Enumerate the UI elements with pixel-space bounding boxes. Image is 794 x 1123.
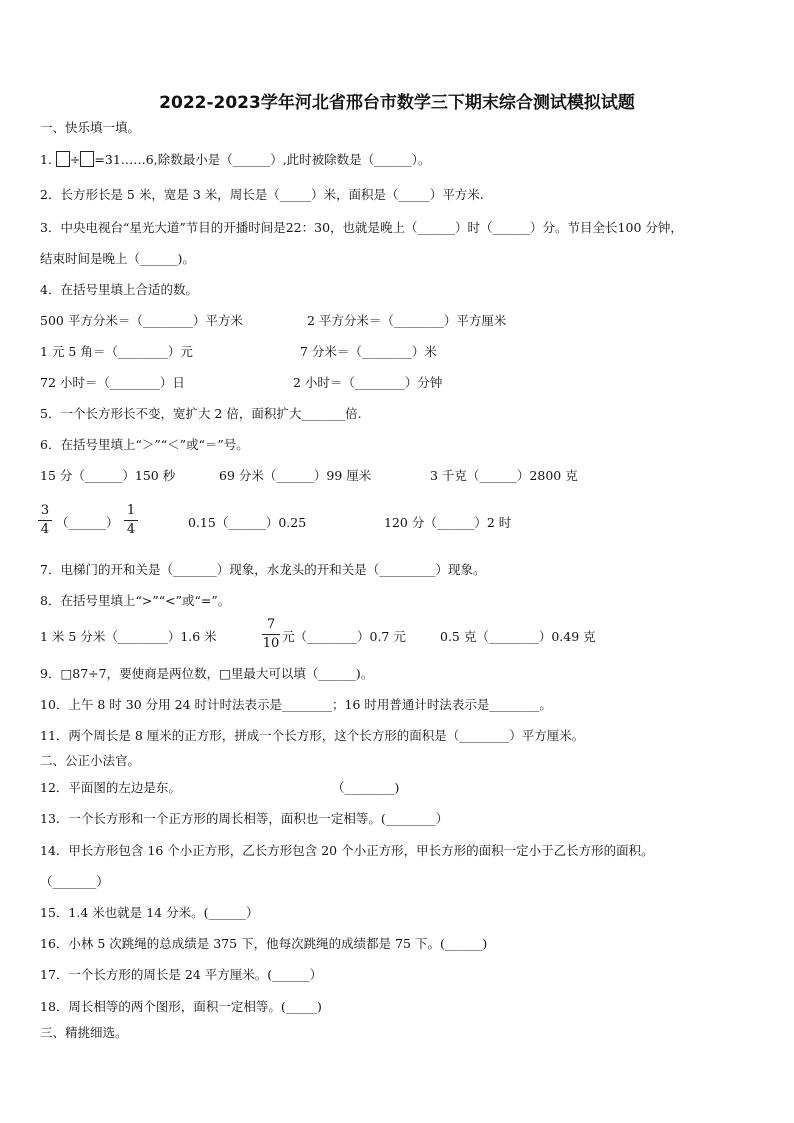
question-3-line-2: 结束时间是晚上（______)。 [40,251,195,266]
question-6-blank: （______） [56,515,119,530]
question-1 [40,151,430,168]
question-5: 5．一个长方形长不变，宽扩大 2 倍，面积扩大_______倍. [40,406,362,421]
question-8-item: 0.5 克（________）0.49 克 [440,629,596,644]
fraction-denominator: 10 [262,636,280,651]
question-4-item: 7 分米＝（________）米 [300,344,437,359]
question-14-line-1: 14．甲长方形包含 16 个小正方形，乙长方形包含 20 个小正方形，甲长方形的面积一定小于乙长方形的面积。 [40,843,654,858]
question-3-line-1: 3．中央电视台“星光大道”节目的开播时间是22：30，也就是晚上（______）时（______）分。节目全长100 分钟， [40,220,683,235]
question-4-item: 2 小时＝（________）分钟 [293,375,443,390]
fraction-numerator: 1 [126,503,136,518]
question-6-item: 15 分（______）150 秒 [40,468,176,483]
fraction-bar [38,520,52,521]
question-8: 8．在括号里填上“>”“<”或“=”。 [40,593,231,608]
blank-box-icon [80,151,94,167]
blank-box-icon [56,151,70,167]
question-number: 1. [40,152,52,167]
question-4-item: 1 元 5 角＝（________）元 [40,344,193,359]
question-8-item: 元（________）0.7 元 [282,629,406,644]
section-heading-3: 三、精挑细选。 [40,1025,128,1040]
question-15: 15．1.4 米也就是 14 分米。(______） [40,905,259,920]
question-12-blank: （________) [332,780,400,795]
question-2: 2．长方形长是 5 米，宽是 3 米，周长是（_____）米，面积是（_____）平方米. [40,187,484,202]
fraction-bar [262,634,280,635]
question-11: 11．两个周长是 8 厘米的正方形，拼成一个长方形，这个长方形的面积是（________）平方厘米。 [40,728,585,743]
fraction-denominator: 4 [40,522,50,537]
question-4-item: 72 小时＝（________）日 [40,375,185,390]
fraction-numerator: 7 [266,617,276,632]
fraction-bar [124,520,138,521]
question-4-item: 2 平方分米＝（________）平方厘米 [307,313,507,328]
section-heading-2: 二、公正小法官。 [40,753,141,768]
question-6: 6．在括号里填上“＞”“＜”或“＝”号。 [40,437,249,452]
question-18: 18．周长相等的两个图形，面积一定相等。(_____) [40,999,322,1014]
question-16: 16．小林 5 次跳绳的总成绩是 375 下，他每次跳绳的成绩都是 75 下。(______) [40,936,488,951]
fraction-numerator: 3 [40,503,50,518]
section-heading-1: 一、快乐填一填。 [40,120,141,135]
question-14-line-2: （_______） [40,874,109,889]
question-17: 17．一个长方形的周长是 24 平方厘米。(______） [40,967,323,982]
question-1-text: =31……6,除数最小是（______）,此时被除数是（______）。 [94,152,431,167]
question-6-item: 69 分米（______）99 厘米 [219,468,372,483]
page-title: 2022-2023学年河北省邢台市数学三下期末综合测试模拟试题 [159,93,635,113]
fraction [262,617,280,652]
question-6-item: 0.15（______）0.25 [188,515,307,530]
question-10: 10．上午 8 时 30 分用 24 时计时法表示是________；16 时用普通计时法表示是________。 [40,697,552,712]
fraction [124,503,138,538]
divide-sign: ÷ [69,152,81,167]
question-6-item: 3 千克（______）2800 克 [430,468,578,483]
question-4-item: 500 平方分米＝（________）平方米 [40,313,243,328]
question-8-item: 1 米 5 分米（________）1.6 米 [40,629,217,644]
question-13: 13．一个长方形和一个正方形的周长相等，面积也一定相等。(________） [40,811,449,826]
question-4: 4．在括号里填上合适的数。 [40,282,198,297]
question-9: 9．□87÷7，要使商是两位数，□里最大可以填（______)。 [40,666,374,681]
question-6-item: 120 分（______）2 时 [384,515,512,530]
question-7: 7．电梯门的开和关是（_______）现象，水龙头的开和关是（_________）现象。 [40,562,486,577]
fraction [38,503,52,538]
question-12: 12．平面图的左边是东。 [40,780,181,795]
fraction-denominator: 4 [126,522,136,537]
